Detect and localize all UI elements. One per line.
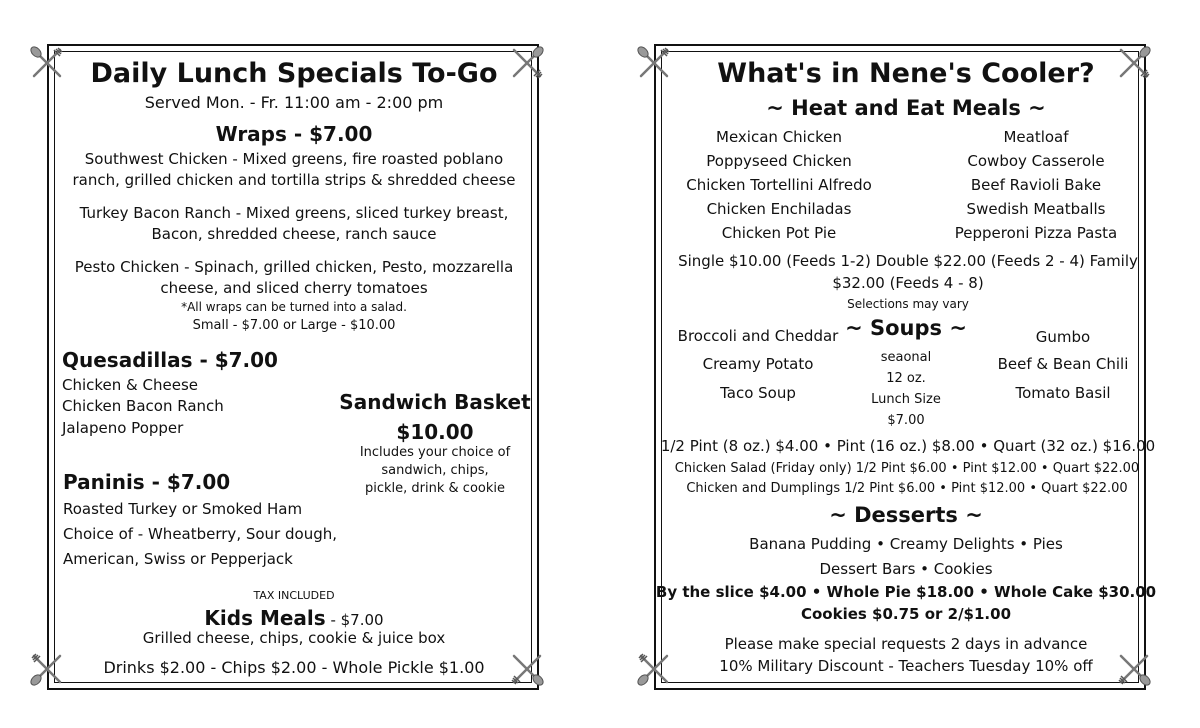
wrap-salad-prices: Small - $7.00 or Large - $10.00 <box>192 318 396 333</box>
soup-size-note: 12 oz. <box>886 371 926 386</box>
lunch-specials-title: Daily Lunch Specials To-Go <box>90 58 498 89</box>
paninis-heading: Paninis - $7.00 <box>63 470 231 494</box>
served-hours: Served Mon. - Fr. 11:00 am - 2:00 pm <box>144 93 444 112</box>
soup-item: Taco Soup <box>720 384 796 402</box>
meal-item: Chicken Pot Pie <box>721 224 837 242</box>
kids-meals-heading: Kids Meals <box>204 606 326 630</box>
wrap-salad-note: *All wraps can be turned into a salad. <box>181 300 407 314</box>
utensils-corner-icon <box>1117 46 1151 80</box>
wrap-item-line: Southwest Chicken - Mixed greens, fire roasted poblano <box>84 150 504 168</box>
meal-item: Chicken Enchiladas <box>706 200 852 218</box>
utensils-corner-icon <box>637 652 671 686</box>
wrap-item-line: ranch, grilled chicken and tortilla strips & shredded cheese <box>72 171 516 189</box>
selections-note: Selections may vary <box>847 297 969 311</box>
quesadilla-item: Chicken Bacon Ranch <box>62 397 224 415</box>
cooler-title: What's in Nene's Cooler? <box>717 58 1095 89</box>
soup-item: Creamy Potato <box>702 355 814 373</box>
utensils-corner-icon <box>30 652 64 686</box>
meal-item: Meatloaf <box>1003 128 1069 146</box>
meal-item: Swedish Meatballs <box>966 200 1106 218</box>
sandwich-basket-desc: sandwich, chips, <box>381 463 489 478</box>
cookie-prices: Cookies $0.75 or 2/$1.00 <box>800 605 1012 623</box>
utensils-corner-icon <box>30 46 64 80</box>
drinks-line: Drinks $2.00 - Chips $2.00 - Whole Pickle $1.00 <box>103 658 485 677</box>
meal-item: Pepperoni Pizza Pasta <box>954 224 1118 242</box>
kids-meals-line <box>204 608 383 628</box>
soup-item: Tomato Basil <box>1015 384 1111 402</box>
sandwich-basket-price: $10.00 <box>396 420 474 444</box>
meal-item: Poppyseed Chicken <box>706 152 852 170</box>
chicken-salad-prices: Chicken Salad (Friday only) 1/2 Pint $6.00 • Pint $12.00 • Quart $22.00 <box>674 461 1140 476</box>
meal-prices: $32.00 (Feeds 4 - 8) <box>832 274 984 292</box>
dessert-prices: By the slice $4.00 • Whole Pie $18.00 • Whole Cake $30.00 <box>655 583 1157 601</box>
soup-size-note: seaonal <box>880 350 932 365</box>
kids-meals-desc: Grilled cheese, chips, cookie & juice box <box>142 629 446 647</box>
sandwich-basket-desc: pickle, drink & cookie <box>365 481 505 496</box>
dessert-items: Dessert Bars • Cookies <box>819 560 993 578</box>
meal-item: Chicken Tortellini Alfredo <box>686 176 872 194</box>
quesadillas-heading: Quesadillas - $7.00 <box>62 348 278 372</box>
panini-line: Roasted Turkey or Smoked Ham <box>63 500 303 518</box>
soup-prices: 1/2 Pint (8 oz.) $4.00 • Pint (16 oz.) $8.00 • Quart (32 oz.) $16.00 <box>660 437 1156 455</box>
special-requests-note: Please make special requests 2 days in advance <box>724 635 1088 653</box>
soup-item: Gumbo <box>1035 328 1091 346</box>
utensils-corner-icon <box>510 652 544 686</box>
utensils-corner-icon <box>1117 652 1151 686</box>
meal-item: Mexican Chicken <box>716 128 842 146</box>
kids-meals-price: - $7.00 <box>325 611 384 629</box>
soup-item: Broccoli and Cheddar <box>677 327 839 345</box>
panini-line: American, Swiss or Pepperjack <box>63 550 293 568</box>
wrap-item-line: Bacon, shredded cheese, ranch sauce <box>151 225 437 243</box>
desserts-heading: ~ Desserts ~ <box>829 503 983 527</box>
meal-prices: Single $10.00 (Feeds 1-2) Double $22.00 (Feeds 2 - 4) Family <box>678 252 1138 270</box>
heat-eat-heading: ~ Heat and Eat Meals ~ <box>766 96 1046 120</box>
soups-heading: ~ Soups ~ <box>845 316 967 340</box>
wrap-item-line: cheese, and sliced cherry tomatoes <box>160 279 428 297</box>
wrap-item-line: Pesto Chicken - Spinach, grilled chicken, Pesto, mozzarella <box>74 258 514 276</box>
sandwich-basket-desc: Includes your choice of <box>359 445 511 460</box>
utensils-corner-icon <box>637 46 671 80</box>
panini-line: Choice of - Wheatberry, Sour dough, <box>63 525 337 543</box>
meal-item: Beef Ravioli Bake <box>970 176 1102 194</box>
soup-size-note: $7.00 <box>887 413 925 428</box>
dumplings-prices: Chicken and Dumplings 1/2 Pint $6.00 • Pint $12.00 • Quart $22.00 <box>686 481 1128 496</box>
quesadilla-item: Chicken & Cheese <box>62 376 198 394</box>
soup-item: Beef & Bean Chili <box>997 355 1129 373</box>
soup-size-note: Lunch Size <box>871 392 941 407</box>
discount-note: 10% Military Discount - Teachers Tuesday 10% off <box>719 657 1093 675</box>
utensils-corner-icon <box>510 46 544 80</box>
wrap-item-line: Turkey Bacon Ranch - Mixed greens, sliced turkey breast, <box>79 204 509 222</box>
dessert-items: Banana Pudding • Creamy Delights • Pies <box>749 535 1063 553</box>
wraps-heading: Wraps - $7.00 <box>215 122 373 146</box>
tax-included-note: TAX INCLUDED <box>253 589 335 602</box>
meal-item: Cowboy Casserole <box>967 152 1105 170</box>
quesadilla-item: Jalapeno Popper <box>62 419 184 437</box>
sandwich-basket-heading: Sandwich Basket <box>339 390 531 414</box>
